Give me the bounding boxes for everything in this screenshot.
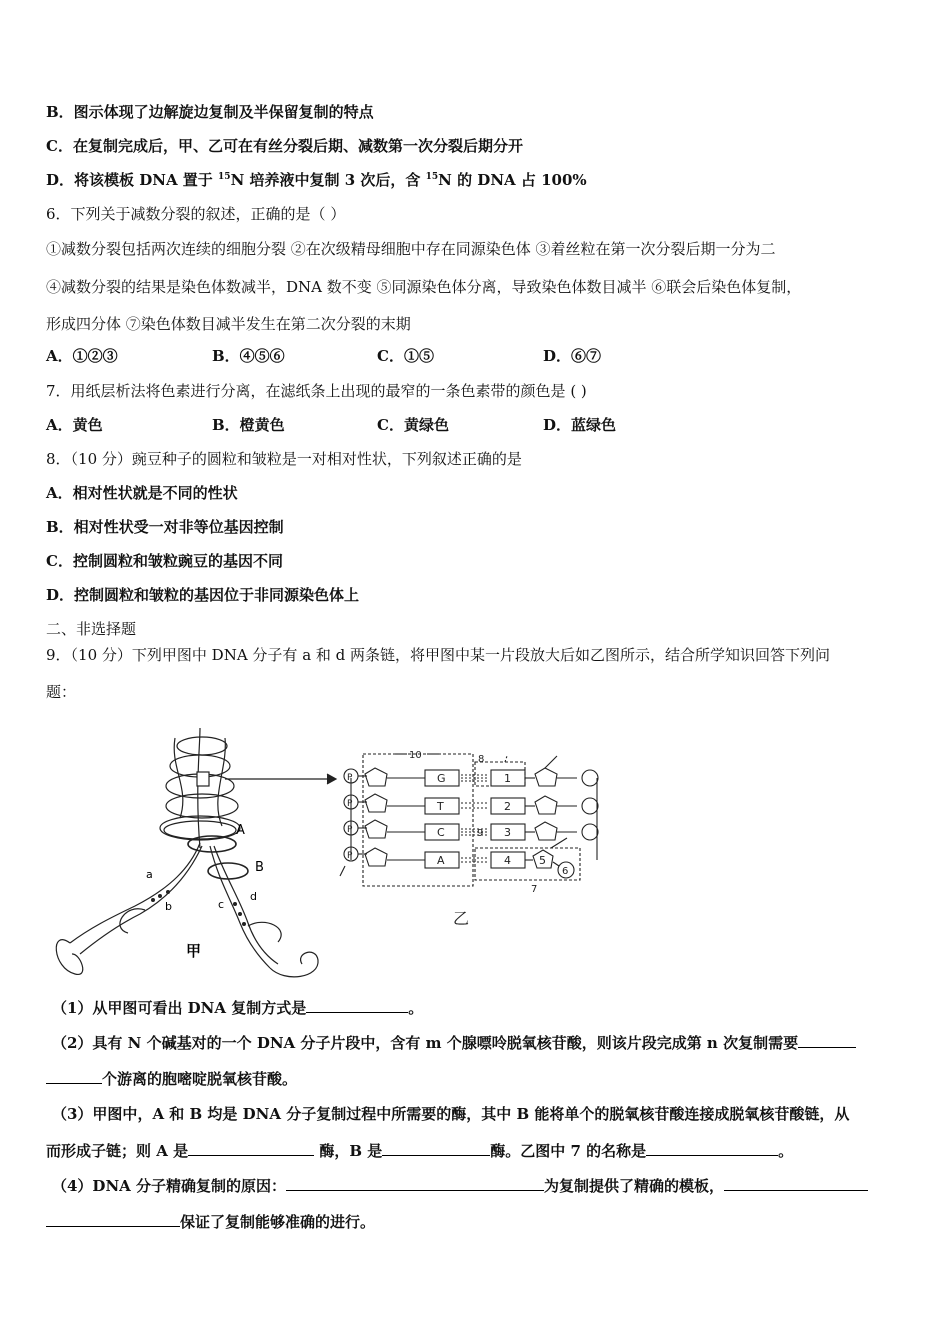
q6-statement-line-2: ④减数分裂的结果是染色体数减半，DNA 数不变 ⑤同源染色体分离，导致染色体数目减半 ⑥联会后染色体复制， [46, 278, 802, 296]
q8-option-c: C．控制圆粒和皱粒豌豆的基因不同 [46, 552, 283, 570]
answer-blank-2b[interactable] [46, 1069, 102, 1084]
q9-part-4-cont: 保证了复制能够准确的进行。 [46, 1212, 375, 1232]
label-strand-c: c [218, 898, 225, 911]
q9-part-2: （2）具有 N 个碱基对的一个 DNA 分子片段中，含有 m 个腺嘌呤脱氧核苷酸，则该片段完成第 n 次复制需要 [52, 1033, 856, 1053]
q9-part-3: （3）甲图中，A 和 B 均是 DNA 分子复制过程中所需要的酶，其中 B 能将单个的脱氧核苷酸连接成脱氧核苷酸链，从 [52, 1105, 850, 1123]
label-10: 10 [409, 750, 422, 761]
q6-statement-line-1: ①减数分裂包括两次连续的细胞分裂 ②在次级精母细胞中存在同源染色体 ③着丝粒在第一次分裂后期一分为二 [46, 240, 776, 258]
label-strand-a: a [146, 868, 153, 881]
answer-blank-3a[interactable] [188, 1141, 314, 1156]
q7-option-c: C．黄绿色 [377, 416, 449, 434]
figure-yi-dna-segment [335, 748, 605, 938]
base-left-4: A [437, 854, 445, 867]
q5-option-c: C．在复制完成后，甲、乙可在有丝分裂后期、减数第一次分裂后期分开 [46, 137, 523, 155]
q7-option-a: A．黄色 [46, 416, 103, 434]
answer-blank-2a[interactable] [798, 1033, 856, 1048]
base-right-3: 3 [504, 826, 511, 839]
q9-stem-line-1: 9．（10 分）下列甲图中 DNA 分子有 a 和 d 两条链，将甲图中某一片段放大后如乙图所示，结合所学知识回答下列问 [46, 646, 831, 664]
phosphate-label-3: P [347, 825, 353, 835]
label-strand-b: b [165, 900, 172, 913]
base-left-2: T [437, 800, 444, 813]
label-8: 8 [478, 754, 485, 765]
q8-option-b: B．相对性状受一对非等位基因控制 [46, 518, 284, 536]
q7-stem: 7．用纸层析法将色素进行分离，在滤纸条上出现的最窄的一条色素带的颜色是 ( ) [46, 382, 587, 400]
phosphate-label-1: P [347, 773, 353, 783]
answer-blank-1[interactable] [306, 998, 408, 1013]
q8-option-a: A．相对性状就是不同的性状 [46, 484, 238, 502]
answer-blank-3c[interactable] [646, 1141, 778, 1156]
q9-part-3-cont: 而形成子链；则 A 是 酶，B 是 酶。乙图中 7 的名称是 。 [46, 1142, 794, 1160]
base-right-4: 4 [504, 854, 511, 867]
q6-option-d: D．⑥⑦ [543, 347, 602, 365]
base-left-1: G [437, 772, 446, 785]
base-left-3: C [437, 826, 445, 839]
section-heading: 二、非选择题 [46, 620, 137, 638]
q8-option-d: D．控制圆粒和皱粒的基因位于非同源染色体上 [46, 586, 360, 604]
label-enzyme-b: B [255, 860, 264, 875]
answer-blank-4b[interactable] [724, 1176, 868, 1191]
base-right-1: 1 [504, 772, 511, 785]
q5-option-d: D．将该模板 DNA 置于 $^{15}$N 培养液中复制 3 次后，含 $^{15}$N 的 DNA 占 100% [46, 171, 587, 189]
q6-option-a: A．①②③ [46, 347, 118, 365]
q6-stem: 6．下列关于减数分裂的叙述，正确的是（ ） [46, 205, 346, 223]
q6-statement-line-3: 形成四分体 ⑦染色体数目减半发生在第二次分裂的末期 [46, 315, 411, 333]
q9-part-4: （4）DNA 分子精确复制的原因： 为复制提供了精确的模板， [52, 1176, 868, 1196]
label-9: 9 [477, 828, 484, 839]
answer-blank-4a[interactable] [286, 1176, 544, 1191]
label-strand-d: d [250, 890, 257, 903]
label-5: 5 [539, 854, 546, 867]
phosphate-label-4: P [347, 851, 353, 861]
q9-part-1: （1）从甲图可看出 DNA 复制方式是 。 [52, 999, 424, 1017]
answer-blank-3b[interactable] [382, 1141, 490, 1156]
q9-stem-line-2: 题： [46, 683, 77, 701]
answer-blank-4c[interactable] [46, 1212, 180, 1227]
label-jia: 甲 [186, 942, 202, 960]
label-enzyme-a: A [236, 823, 245, 838]
phosphate-label-2: P [347, 799, 353, 809]
q9-part-2-cont: 个游离的胞嘧啶脱氧核苷酸。 [46, 1069, 297, 1089]
figure-jia-dna-replication [50, 728, 340, 983]
q6-option-b: B．④⑤⑥ [212, 347, 285, 365]
q8-stem: 8．（10 分）豌豆种子的圆粒和皱粒是一对相对性状，下列叙述正确的是 [46, 450, 522, 468]
label-yi: 乙 [453, 909, 470, 928]
label-6: 6 [562, 866, 569, 877]
label-7: 7 [531, 884, 538, 895]
q5-option-b: B．图示体现了边解旋边复制及半保留复制的特点 [46, 103, 374, 121]
q7-option-d: D．蓝绿色 [543, 416, 617, 434]
q6-option-c: C．①⑤ [377, 347, 434, 365]
q7-option-b: B．橙黄色 [212, 416, 285, 434]
base-right-2: 2 [504, 800, 511, 813]
